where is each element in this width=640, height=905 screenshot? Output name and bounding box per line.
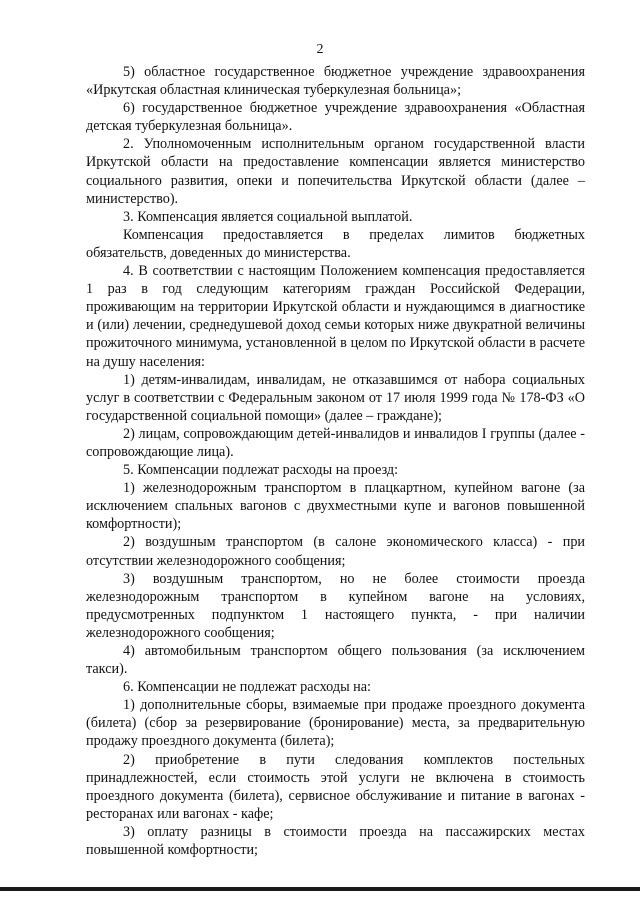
page-number: 2 [316, 42, 324, 57]
paragraph: 3. Компенсация является социальной выплатой. [123, 208, 413, 225]
paragraph: Компенсация предоставляется в пределах лимитов бюджетных обязательств, доведенных до министерства. [86, 226, 585, 261]
paragraph: 4. В соответствии с настоящим Положением компенсация предоставляется 1 раз в год следующим категориям граждан Российской Федерации, проживающим на территории Иркутской области и нуждающимся в диагностике и (или) лечении, среднедушевой доход семьи которых ниже двукратной величины прожиточного минимума, установленной в целом по Иркутской области в расчете на душу населения: [86, 263, 585, 370]
paragraph: 4) автомобильным транспортом общего пользования (за исключением такси). [86, 643, 585, 678]
paragraph: 6) государственное бюджетное учреждение здравоохранения «Областная детская туберкулезная больница». [86, 100, 585, 135]
paragraph: 2) приобретение в пути следования комплектов постельных принадлежностей, если стоимость этой услуги не включена в стоимость проездного документа (билета), сервисное обслуживание и питание в вагонах - ресторанах или вагонах - кафе; [86, 751, 585, 822]
paragraph: 5) областное государственное бюджетное учреждение здравоохранения «Иркутская областная клиническая туберкулезная больница»; [86, 64, 585, 99]
paragraph: 6. Компенсации не подлежат расходы на: [123, 679, 371, 696]
paragraph: 2) воздушным транспортом (в салоне экономического класса) - при отсутствии железнодорожного сообщения; [86, 534, 585, 569]
paragraph: 1) дополнительные сборы, взимаемые при продаже проездного документа (билета) (сбор за резервирование (бронирование) места, за предварительную продажу проездного документа (билета); [86, 697, 585, 750]
document-body [86, 63, 585, 859]
paragraph: 2) лицам, сопровождающим детей-инвалидов и инвалидов I группы (далее - сопровождающие лица). [86, 425, 585, 460]
paragraph: 2. Уполномоченным исполнительным органом государственной власти Иркутской области на предоставление компенсации является министерство социального развития, опеки и попечительства Иркутской области (далее – министерство). [86, 136, 585, 207]
scan-bottom-edge [0, 887, 640, 891]
paragraph: 1) детям-инвалидам, инвалидам, не отказавшимся от набора социальных услуг в соответствии с Федеральным законом от 17 июля 1999 года № 178-ФЗ «О государственной социальной помощи» (далее – граждане); [86, 371, 585, 424]
paragraph: 5. Компенсации подлежат расходы на проезд: [123, 462, 399, 479]
paragraph: 3) оплату разницы в стоимости проезда на пассажирских местах повышенной комфортности; [86, 823, 585, 859]
paragraph: 1) железнодорожным транспортом в плацкартном, купейном вагоне (за исключением спальных вагонов с двухместными купе и вагонов повышенной комфортности); [86, 480, 585, 533]
paragraph: 3) воздушным транспортом, но не более стоимости проезда железнодорожным транспортом в купейном вагоне на условиях, предусмотренных подпунктом 1 настоящего пункта, - при наличии железнодорожного сообщения; [86, 570, 585, 641]
